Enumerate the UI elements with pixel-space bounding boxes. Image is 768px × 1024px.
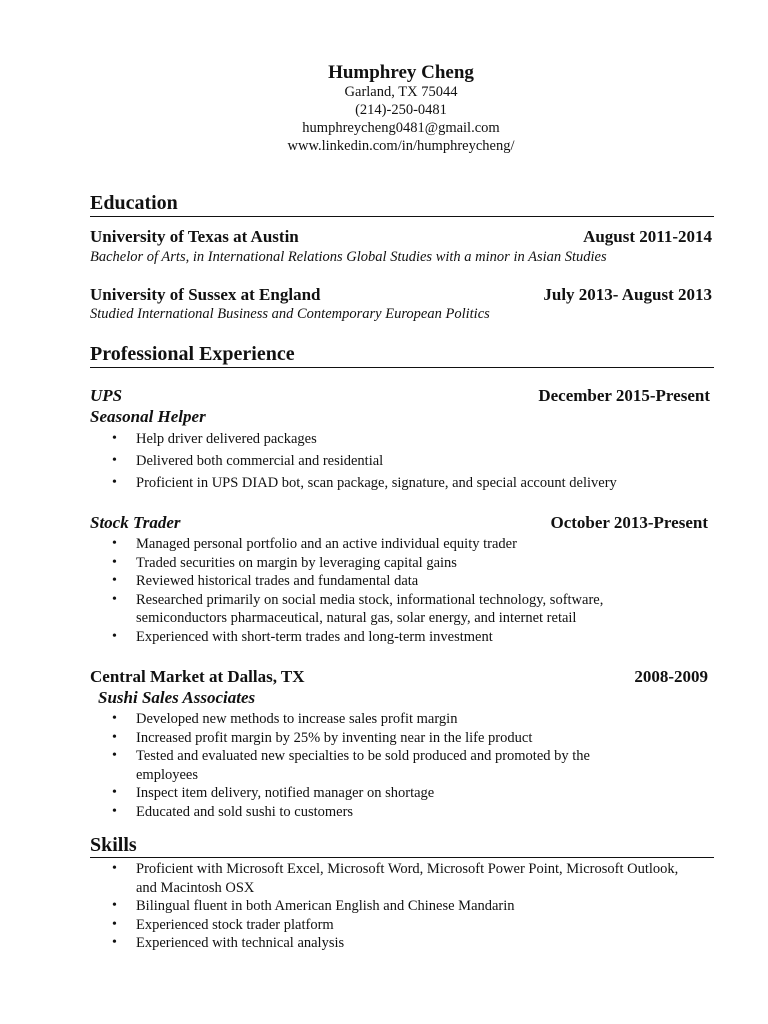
school-dates: July 2013- August 2013 <box>543 285 712 304</box>
list-item: • Developed new methods to increase sales profit margin <box>104 710 644 729</box>
list-item: • Managed personal portfolio and an active individual equity trader <box>104 535 644 554</box>
list-item: • Experienced stock trader platform <box>104 916 700 935</box>
skills-heading: Skills <box>90 834 137 856</box>
job-title: Stock Trader <box>90 513 181 532</box>
job-title: Sushi Sales Associates <box>98 688 256 707</box>
education-heading: Education <box>90 192 178 214</box>
job-bullets <box>104 430 714 493</box>
list-item: • Bilingual fluent in both American English and Chinese Mandarin <box>104 897 700 916</box>
degree-detail: Bachelor of Arts, in International Relations Global Studies with a minor in Asian Studies <box>90 249 607 265</box>
list-item: • Educated and sold sushi to customers <box>104 803 644 822</box>
job-bullets <box>104 710 644 821</box>
list-item: • Experienced with technical analysis <box>104 934 700 953</box>
list-item: • Proficient in UPS DIAD bot, scan package, signature, and special account delivery <box>104 474 714 493</box>
list-item: • Delivered both commercial and residential <box>104 452 714 471</box>
list-item: • Traded securities on margin by leveraging capital gains <box>104 554 644 573</box>
job-title: Seasonal Helper <box>90 407 206 426</box>
company-name: UPS <box>90 386 123 405</box>
school-name: University of Sussex at England <box>90 285 321 304</box>
phone: (214)-250-0481 <box>355 102 447 118</box>
section-divider <box>90 367 714 368</box>
section-divider <box>90 857 714 858</box>
address: Garland, TX 75044 <box>344 84 458 100</box>
list-item: • Help driver delivered packages <box>104 430 714 449</box>
job-dates: 2008-2009 <box>634 667 708 686</box>
section-divider <box>90 216 714 217</box>
school-name: University of Texas at Austin <box>90 227 299 246</box>
job-dates: October 2013-Present <box>550 513 708 532</box>
study-detail: Studied International Business and Contemporary European Politics <box>90 306 490 322</box>
list-item: • Researched primarily on social media stock, informational technology, software, semiconductors pharmaceutical, natural gas, solar energy, and internet retail <box>104 591 644 628</box>
skills-bullets <box>104 860 700 953</box>
job-dates: December 2015-Present <box>538 386 710 405</box>
company-name: Central Market at Dallas, TX <box>90 667 305 686</box>
email: humphreycheng0481@gmail.com <box>302 120 500 136</box>
list-item: • Proficient with Microsoft Excel, Microsoft Word, Microsoft Power Point, Microsoft Outlook, and Macintosh OSX <box>104 860 700 897</box>
school-dates: August 2011-2014 <box>583 227 712 246</box>
list-item: • Experienced with short-term trades and long-term investment <box>104 628 644 647</box>
list-item: • Tested and evaluated new specialties to be sold produced and promoted by the employees <box>104 747 644 784</box>
list-item: • Reviewed historical trades and fundamental data <box>104 572 644 591</box>
linkedin-url: www.linkedin.com/in/humphreycheng/ <box>287 138 515 154</box>
candidate-name: Humphrey Cheng <box>328 62 474 83</box>
job-bullets <box>104 535 644 646</box>
list-item: • Increased profit margin by 25% by inventing near in the life product <box>104 729 644 748</box>
list-item: • Inspect item delivery, notified manager on shortage <box>104 784 644 803</box>
experience-heading: Professional Experience <box>90 343 295 365</box>
